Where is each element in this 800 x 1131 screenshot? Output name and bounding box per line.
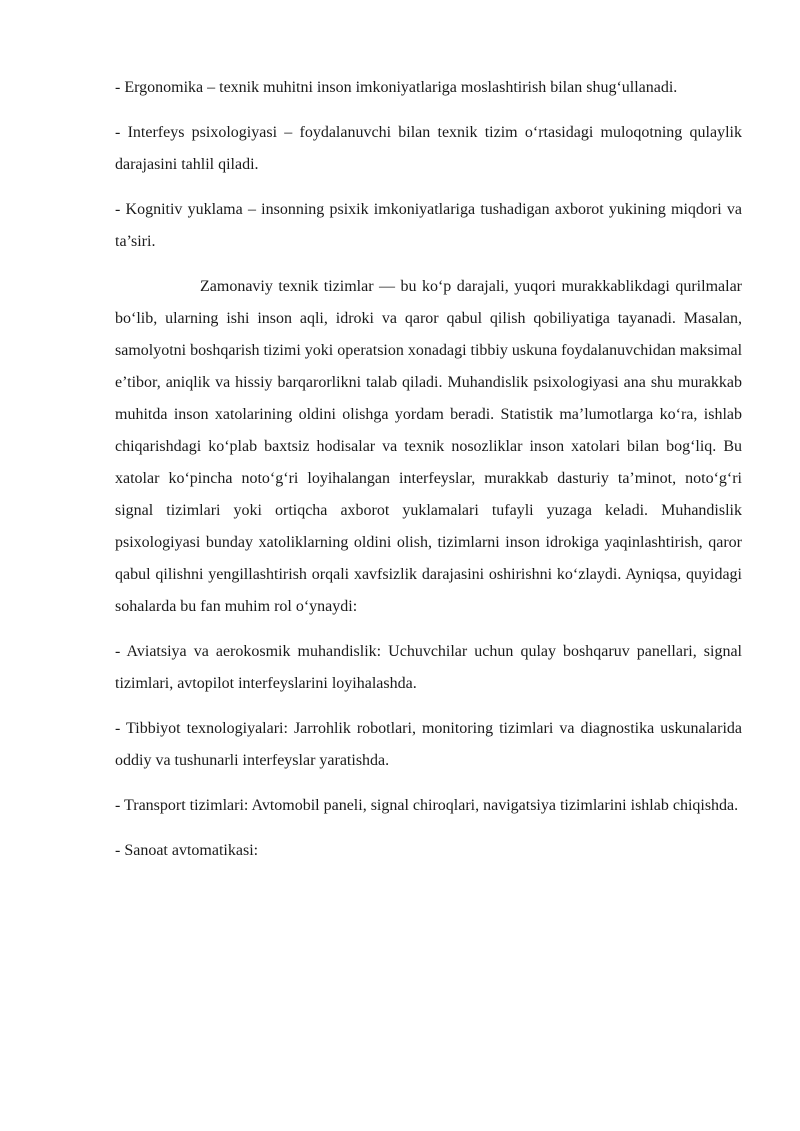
list-item-transport: - Transport tizimlari: Avtomobil paneli, signal chiroqlari, navigatsiya tizimlarini ishlab chiqishda. [115, 797, 739, 814]
list-item-medicine: - Tibbiyot texnologiyalari: Jarrohlik robotlari, monitoring tizimlari va diagnostika uskunalarida oddiy va tushunarli interfeyslar yaratishda. [115, 720, 742, 769]
definition-ergonomics: - Ergonomika – texnik muhitni inson imkoniyatlariga moslashtirish bilan shug‘ullanadi. [115, 79, 678, 96]
definition-cognitive-load: - Kognitiv yuklama – insonning psixik imkoniyatlariga tushadigan axborot yukining miqdori va ta’siri. [115, 201, 742, 250]
list-item-aviation: - Aviatsiya va aerokosmik muhandislik: Uchuvchilar uchun qulay boshqaruv panellari, signal tizimlari, avtopilot interfeyslarini loyihalashda. [115, 643, 742, 692]
list-item-industrial-automation: - Sanoat avtomatikasi: [115, 842, 259, 859]
definition-interface-psychology: - Interfeys psixologiyasi – foydalanuvchi bilan texnik tizim o‘rtasidagi muloqotning qulaylik darajasini tahlil qiladi. [115, 124, 742, 173]
body-paragraph: Zamonaviy texnik tizimlar — bu ko‘p darajali, yuqori murakkablikdagi qurilmalar bo‘lib, ularning ishi inson aqli, idroki va qaror qabul qilish qobiliyatiga tayanadi. Masalan, samolyotni boshqarish tizimi yoki operatsion xonadagi tibbiy uskuna foydalanuvchidan maksimal e’tibor, aniqlik va hissiy barqarorlikni talab qiladi. Muhandislik psixologiyasi ana shu murakkab muhitda inson xatolarining oldini olishga yordam beradi. Statistik ma’lumotlarga ko‘ra, ishlab chiqarishdagi ko‘plab baxtsiz hodisalar va texnik nosozliklar inson xatolari bilan bog‘liq. Bu xatolar ko‘pincha noto‘g‘ri loyihalangan interfeyslar, murakkab dasturiy ta’minot, noto‘g‘ri signal tizimlari yoki ortiqcha axborot yuklamalari tufayli yuzaga keladi. Muhandislik psixologiyasi bunday xatoliklarning oldini olish, tizimlarni inson idrokiga yaqinlashtirish, qaror qabul qilishni yengillashtirish orqali xavfsizlik darajasini oshirishni ko‘zlaydi. Ayniqsa, quyidagi sohalarda bu fan muhim rol o‘ynaydi: [115, 278, 743, 615]
document-page [115, 72, 742, 880]
